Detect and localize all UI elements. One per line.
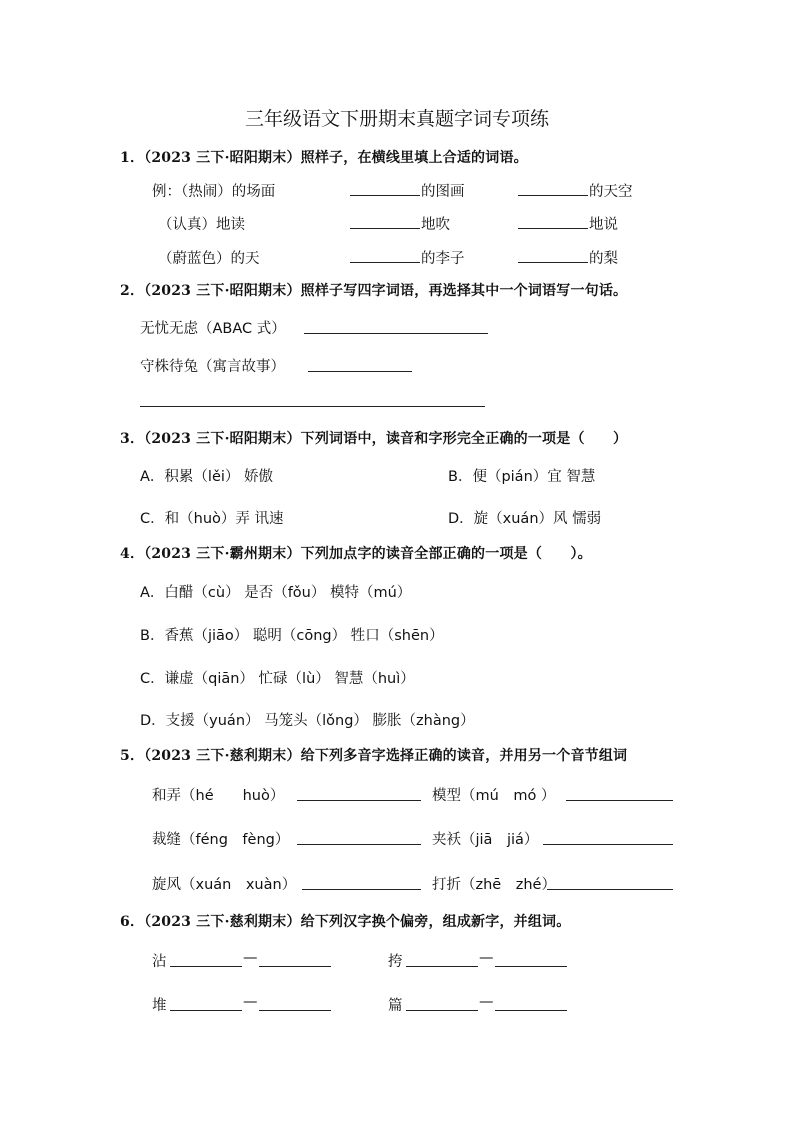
q1-text: 的图画 (421, 184, 465, 200)
q5-answer-line[interactable] (566, 800, 673, 801)
q5-answer-line[interactable] (302, 889, 421, 890)
q3-option-d[interactable]: D．旋（xuán）风 懦弱 (448, 511, 602, 527)
q4-option-a[interactable]: A．白醋（cù） 是否（fǒu） 模特（mú） (140, 585, 412, 601)
q5-answer-line[interactable] (543, 844, 673, 845)
q3-option-a[interactable]: A．积累（lěi） 娇傲 (140, 469, 274, 485)
q2-item-2: 守株待兔（寓言故事） (140, 359, 285, 375)
q5-item: 打折（zhē zhé） (432, 877, 556, 893)
q6-char: 堆 (152, 998, 167, 1014)
q1-text: 的李子 (421, 251, 465, 267)
q6-dash: — (243, 994, 258, 1010)
q1-blank-2[interactable] (518, 181, 588, 196)
q6-char: 挎 (388, 954, 403, 970)
q5-item: 裁缝（féng fèng） (152, 832, 290, 848)
q1-example: （蔚蓝色）的天 (158, 251, 260, 267)
q2-item-1: 无忧无虑（ABAC 式） (140, 321, 286, 337)
q6-dash: — (479, 994, 494, 1010)
q3-option-b[interactable]: B．便（pián）宜 智慧 (448, 469, 596, 485)
q2-answer-line-1[interactable] (304, 333, 488, 334)
q1-blank-5[interactable] (350, 248, 420, 263)
question-2-stem: 2．（2023 三下·昭阳期末）照样子写四字词语，再选择其中一个词语写一句话。 (120, 283, 628, 299)
q5-item: 夹袄（jiā jiá） (432, 832, 539, 848)
question-3-stem: 3．（2023 三下·昭阳期末）下列词语中，读音和字形完全正确的一项是（ ） (120, 431, 628, 447)
q6-word-line[interactable] (259, 966, 331, 967)
q6-dash: — (243, 950, 258, 966)
q1-example: （认真）地读 (158, 217, 245, 233)
q1-blank-3[interactable] (350, 214, 420, 229)
q1-blank-4[interactable] (518, 214, 588, 229)
page-title: 三年级语文下册期末真题字词专项练 (244, 108, 549, 130)
q5-answer-line[interactable] (297, 800, 421, 801)
q5-answer-line[interactable] (547, 889, 673, 890)
q5-answer-line[interactable] (297, 844, 421, 845)
q2-sentence-line[interactable] (140, 406, 485, 407)
q5-item: 模型（mú mó ） (432, 788, 556, 804)
q1-text: 地吹 (421, 217, 450, 233)
q6-char: 沾 (152, 954, 167, 970)
question-1-stem: 1．（2023 三下·昭阳期末）照样子，在横线里填上合适的词语。 (120, 150, 528, 166)
q5-item: 旋风（xuán xuàn） (152, 877, 297, 893)
question-5-stem: 5．（2023 三下·慈利期末）给下列多音字选择正确的读音，并用另一个音节组词 (120, 748, 628, 764)
q1-text: 的梨 (589, 251, 618, 267)
q6-char: 篇 (388, 998, 403, 1014)
q4-option-b[interactable]: B．香蕉（jiāo） 聪明（cōng） 牲口（shēn） (140, 628, 444, 644)
q1-text: 的天空 (589, 184, 633, 200)
q6-word-line[interactable] (259, 1010, 331, 1011)
q6-new-char-line[interactable] (170, 1010, 242, 1011)
q6-new-char-line[interactable] (406, 966, 478, 967)
q2-answer-line-2[interactable] (308, 371, 412, 372)
q1-text: 地说 (589, 217, 618, 233)
q4-option-d[interactable]: D．支援（yuán） 马笼头（lǒng） 膨胀（zhàng） (140, 713, 475, 729)
q6-new-char-line[interactable] (170, 966, 242, 967)
q6-new-char-line[interactable] (406, 1010, 478, 1011)
question-6-stem: 6．（2023 三下·慈利期末）给下列汉字换个偏旁，组成新字，并组词。 (120, 914, 571, 930)
q6-word-line[interactable] (495, 1010, 567, 1011)
q1-blank-6[interactable] (518, 248, 588, 263)
question-4-stem: 4．（2023 三下·霸州期末）下列加点字的读音全部正确的一项是（ ）。 (120, 546, 592, 562)
q6-word-line[interactable] (495, 966, 567, 967)
q3-option-c[interactable]: C．和（huò）弄 讯速 (140, 511, 284, 527)
q6-dash: — (479, 950, 494, 966)
q1-blank-1[interactable] (350, 181, 420, 196)
q5-item: 和弄（hé huò） (152, 788, 285, 804)
q4-option-c[interactable]: C．谦虚（qiān） 忙碌（lù） 智慧（huì） (140, 671, 415, 687)
q1-example: 例：（热闹）的场面 (152, 184, 276, 200)
